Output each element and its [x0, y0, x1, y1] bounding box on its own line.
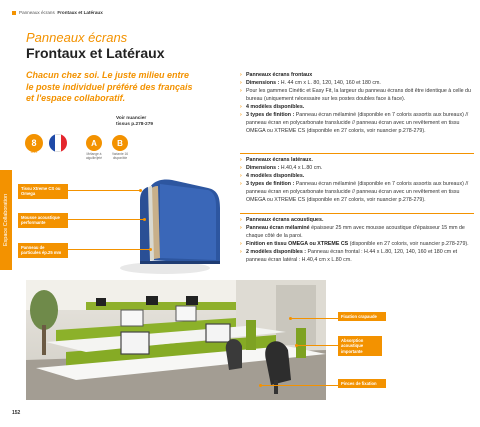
spec-item: › 3 types de finition : Panneau écran mélaminé (disponible en 7 coloris assortis aux bureaux) // panneau écran en polycarbonate translucide // panneau écran avec un revêtement en tissu OMEGA ou XTREME CS (disponible en 27 coloris, voir nuancier p.278-279). — [240, 181, 475, 205]
france-flag-icon — [49, 134, 67, 152]
divider — [240, 213, 474, 214]
spec-item: › Finition en tissu OMEGA ou XTREME CS (disponible en 27 coloris, voir nuancier p.278-279). — [240, 241, 475, 249]
nuancier-line2: tissus p.278-279 — [116, 122, 154, 128]
page-subtitle: Panneaux écrans — [26, 30, 128, 45]
spec-item: › Panneaux écrans acoustiques. — [240, 217, 475, 225]
side-tab-label: Espace Collaboration — [3, 193, 9, 247]
callout-mousse: Mousse acoustique performante — [18, 213, 68, 228]
leader-dot — [149, 248, 152, 251]
callout-absorption: Absorption acoustique importante — [338, 336, 382, 356]
fire-rating-b-badge: B — [112, 135, 128, 151]
spec-item: › 3 types de finition : Panneau écran mélaminé (disponible en 7 coloris assortis aux bureaux) // panneau écran en polycarbonate translucide // panneau écran avec un revêtement en tissu OMEGA ou XTREME CS (disponible en 27 coloris, voir nuancier p.278-279). — [240, 112, 475, 136]
spec-item: › Panneau écran mélaminé épaisseur 25 mm avec mousse acoustique d'épaisseur 15 mm de chaque côté de la paroi. — [240, 225, 475, 241]
panel-cross-section-illustration — [100, 168, 230, 278]
leader-dot — [295, 344, 298, 347]
section-side-tab — [0, 170, 12, 270]
spec-item: › Pour les gammes Cinétic et Easy Fit, la largeur du panneau écrans doit être identique à celle du bureau (uniquement nécessaire sur les postes doubles face à face). — [240, 88, 475, 104]
bullet-square-icon — [12, 11, 16, 15]
specs-lateraux — [240, 157, 475, 205]
specs-frontaux — [240, 72, 475, 136]
leader-dot — [143, 218, 146, 221]
leader-line — [68, 219, 144, 220]
tagline: Chacun chez soi. Le juste milieu entre le poste individuel préféré des français et l'espace collaboratif. — [26, 70, 193, 104]
nuancier-reference — [116, 116, 153, 128]
breadcrumb — [12, 10, 103, 15]
fire-rating-b-caption: Variante 16 disponible — [111, 152, 129, 160]
spec-item: › 4 modèles disponibles. — [240, 173, 475, 181]
callout-fixation-crapaude: Fixation crapaude — [338, 312, 386, 321]
leader-line — [296, 345, 338, 346]
callout-panneau: Panneau de particules ép.25 mm — [18, 243, 68, 258]
fire-rating-a-caption: Mélange à aiguille/jeté — [86, 152, 102, 160]
specs-acoustiques — [240, 217, 475, 265]
nuancier-line1: Voir nuancier — [116, 116, 147, 121]
leader-line — [68, 249, 150, 250]
fire-rating-a-badge: A — [86, 135, 102, 151]
leader-line — [260, 385, 338, 386]
callout-pinces: Pinces de fixation — [338, 379, 386, 388]
spec-item: › Panneaux écrans frontaux — [240, 72, 475, 80]
callout-tissu: Tissu Xtreme CS ou Omega — [18, 184, 68, 199]
divider — [240, 153, 474, 154]
page-number: 152 — [12, 410, 21, 416]
breadcrumb-current: Frontaux et Latéraux — [57, 10, 103, 15]
leader-line — [68, 190, 140, 191]
leader-line — [290, 318, 338, 319]
spec-item: › Panneaux écrans latéraux. — [240, 157, 475, 165]
spec-item: › 4 modèles disponibles. — [240, 104, 475, 112]
spec-item: › Dimensions : H.40,4 x L.80 cm. — [240, 165, 475, 173]
warranty-years-badge: 8 — [25, 134, 43, 152]
page-title: Frontaux et Latéraux — [26, 45, 165, 61]
office-workspace-photo — [26, 280, 326, 400]
warranty-caption: ANS — [30, 150, 38, 154]
leader-dot — [259, 384, 262, 387]
leader-dot — [139, 189, 142, 192]
leader-dot — [289, 317, 292, 320]
breadcrumb-section: Panneaux écrans — [19, 10, 55, 15]
spec-item: › Dimensions : H. 44 cm x L. 80, 120, 140, 160 et 180 cm. — [240, 80, 475, 88]
spec-item: › 2 modèles disponibles : Panneau écran frontal : H.44 x L.80, 120, 140, 160 et 180 cm et panneau écran latéral : H.40,4 cm x L.80 cm. — [240, 249, 475, 265]
